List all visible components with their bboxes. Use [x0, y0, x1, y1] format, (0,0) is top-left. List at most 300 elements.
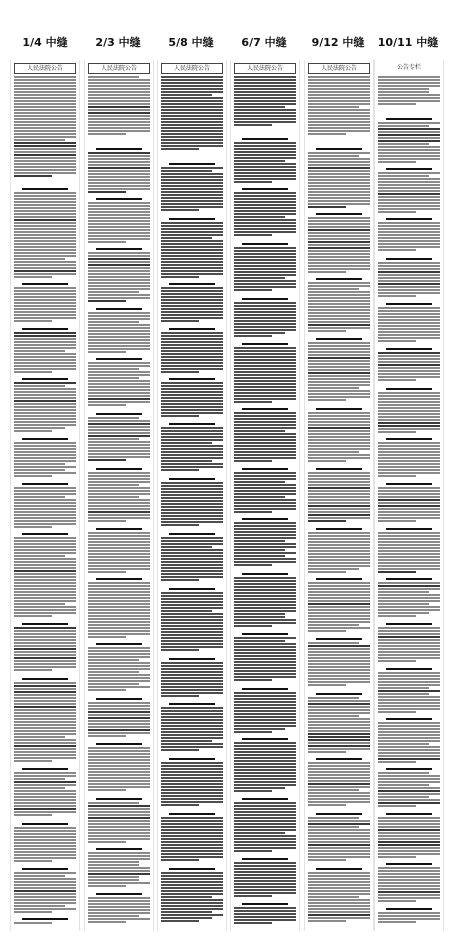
text-line — [308, 801, 370, 803]
text-line — [161, 719, 223, 721]
notice-block — [161, 326, 223, 374]
text-line — [14, 857, 76, 859]
text-line — [234, 850, 272, 852]
text-line — [161, 209, 199, 211]
text-line — [14, 448, 76, 450]
text-line — [378, 277, 440, 279]
text-line — [14, 778, 65, 780]
text-line — [161, 296, 223, 298]
text-line — [14, 902, 76, 904]
notice-block — [14, 821, 76, 864]
text-line — [308, 164, 370, 166]
text-line — [14, 811, 76, 813]
notice-block — [308, 211, 370, 274]
text-line — [234, 814, 296, 816]
text-line — [14, 270, 76, 272]
notice-text-body — [234, 76, 296, 927]
text-line — [161, 385, 223, 387]
notice-title — [169, 163, 215, 165]
text-line — [14, 148, 76, 150]
text-line — [234, 395, 296, 397]
text-line — [378, 422, 440, 424]
notice-block — [378, 76, 440, 114]
notice-block — [234, 516, 296, 569]
text-line — [88, 100, 150, 102]
text-line — [378, 627, 440, 629]
text-line — [234, 832, 285, 834]
text-line — [378, 657, 440, 659]
text-line — [14, 588, 76, 590]
text-line — [161, 231, 223, 233]
text-line — [234, 253, 296, 255]
text-line — [234, 772, 296, 774]
text-line — [14, 540, 76, 542]
text-line — [308, 103, 370, 105]
text-line — [14, 264, 76, 266]
text-line — [234, 907, 296, 909]
text-line — [88, 417, 139, 419]
text-line — [161, 167, 223, 169]
text-line — [161, 765, 223, 767]
text-line — [88, 683, 139, 685]
text-line — [14, 234, 76, 236]
text-line — [161, 920, 199, 922]
text-line — [234, 493, 296, 495]
text-line — [308, 115, 370, 117]
text-line — [234, 222, 296, 224]
text-line — [234, 564, 272, 566]
notice-title — [242, 633, 288, 635]
text-line — [234, 722, 296, 724]
notice-block — [88, 891, 150, 925]
notice-title — [169, 868, 215, 870]
text-line — [308, 697, 359, 699]
text-line — [308, 460, 346, 462]
text-line — [308, 745, 370, 747]
notice-block — [161, 656, 223, 699]
text-line — [308, 91, 370, 93]
text-line — [308, 173, 370, 175]
text-line — [308, 751, 346, 753]
text-line — [308, 768, 370, 770]
notice-title — [96, 248, 142, 250]
text-line — [378, 517, 440, 519]
text-line — [378, 817, 440, 819]
text-line — [378, 395, 440, 397]
text-line — [161, 442, 212, 444]
text-line — [88, 826, 150, 828]
text-line — [234, 329, 296, 331]
text-line — [88, 870, 150, 872]
text-line — [161, 801, 223, 803]
text-line — [378, 832, 440, 834]
text-line — [308, 706, 370, 708]
text-line — [161, 899, 223, 901]
text-line — [378, 222, 440, 224]
text-line — [234, 347, 296, 349]
text-line — [234, 85, 296, 87]
text-line — [308, 624, 359, 626]
text-line — [378, 243, 440, 245]
notice-title — [386, 813, 432, 815]
text-line — [14, 305, 76, 307]
text-line — [161, 564, 223, 566]
text-line — [234, 265, 296, 267]
notice-block — [14, 621, 76, 674]
text-line — [234, 844, 296, 846]
text-line — [378, 588, 440, 590]
text-line — [14, 666, 76, 668]
text-line — [88, 208, 150, 210]
notice-title — [22, 533, 68, 535]
text-line — [234, 305, 296, 307]
text-line — [234, 323, 296, 325]
text-line — [378, 146, 440, 148]
text-line — [161, 197, 223, 199]
text-line — [161, 353, 223, 355]
text-line — [88, 106, 150, 108]
gutter-column-6-7 — [230, 60, 300, 931]
notice-block — [308, 76, 370, 144]
text-line — [378, 413, 440, 415]
text-line — [161, 415, 199, 417]
text-line — [161, 734, 223, 736]
text-line — [378, 158, 440, 160]
text-line — [14, 796, 76, 798]
text-line — [234, 751, 296, 753]
text-line — [234, 216, 285, 218]
text-line — [308, 651, 370, 653]
text-line — [88, 609, 150, 611]
text-line — [378, 547, 440, 549]
text-line — [14, 243, 76, 245]
notice-block — [378, 386, 440, 434]
text-line — [378, 571, 416, 573]
text-line — [14, 784, 76, 786]
text-line — [308, 327, 370, 329]
text-line — [14, 225, 76, 227]
text-line — [234, 502, 296, 504]
text-line — [88, 179, 150, 181]
notice-block — [234, 76, 296, 134]
text-line — [234, 94, 296, 96]
text-line — [234, 445, 296, 447]
text-line — [161, 79, 223, 81]
text-line — [161, 592, 223, 594]
text-line — [14, 427, 65, 429]
text-line — [14, 94, 76, 96]
text-line — [161, 686, 223, 688]
text-line — [378, 358, 440, 360]
text-line — [161, 543, 223, 545]
text-line — [378, 556, 440, 558]
notice-title — [22, 868, 68, 870]
text-line — [234, 695, 296, 697]
notice-block — [378, 526, 440, 574]
text-line — [234, 835, 296, 837]
text-line — [14, 878, 76, 880]
text-line — [308, 291, 370, 293]
text-line — [378, 149, 440, 151]
text-line — [88, 618, 150, 620]
text-line — [14, 362, 76, 364]
text-line — [308, 253, 370, 255]
text-line — [161, 896, 212, 898]
text-line — [234, 314, 296, 316]
text-line — [14, 543, 76, 545]
text-line — [161, 460, 212, 462]
text-line — [88, 404, 126, 406]
notice-block — [378, 861, 440, 904]
text-line — [378, 352, 440, 354]
text-line — [161, 786, 223, 788]
text-line — [308, 442, 370, 444]
text-line — [308, 657, 370, 659]
text-line — [88, 291, 139, 293]
text-line — [88, 133, 126, 135]
text-line — [88, 786, 150, 788]
text-line — [308, 133, 346, 135]
notice-block — [378, 346, 440, 384]
text-line — [308, 330, 346, 332]
notice-block — [378, 116, 440, 164]
text-line — [378, 364, 440, 366]
newspaper-gutter-strips — [0, 60, 450, 936]
text-line — [14, 222, 76, 224]
text-line — [14, 505, 76, 507]
text-line — [14, 276, 52, 278]
text-line — [161, 112, 223, 114]
text-line — [161, 118, 223, 120]
text-line — [161, 549, 223, 551]
text-line — [234, 883, 296, 885]
text-line — [308, 654, 370, 656]
text-line — [378, 370, 440, 372]
notice-title — [316, 408, 362, 410]
text-line — [308, 618, 370, 620]
notice-block — [161, 531, 223, 584]
text-line — [308, 436, 370, 438]
text-line — [378, 340, 416, 342]
text-line — [234, 271, 296, 273]
text-line — [308, 366, 370, 368]
text-line — [234, 586, 296, 588]
text-line — [234, 454, 296, 456]
text-line — [161, 222, 223, 224]
text-line — [161, 872, 223, 874]
text-line — [378, 208, 440, 210]
notice-title — [316, 468, 362, 470]
notice-title — [96, 698, 142, 700]
text-line — [378, 879, 440, 881]
text-line — [378, 672, 440, 674]
notice-title — [316, 578, 362, 580]
text-line — [378, 761, 416, 763]
text-line — [308, 369, 370, 371]
column-heading: 人民法院公告 — [308, 63, 370, 74]
notice-title — [22, 768, 68, 770]
text-line — [161, 403, 223, 405]
text-line — [378, 591, 429, 593]
text-line — [234, 841, 296, 843]
text-line — [88, 481, 150, 483]
notice-title — [22, 483, 68, 485]
text-line — [308, 499, 370, 501]
text-line — [88, 327, 150, 329]
text-line — [88, 508, 150, 510]
text-line — [234, 356, 296, 358]
notice-title — [316, 813, 362, 815]
text-line — [88, 444, 150, 446]
text-line — [14, 775, 76, 777]
text-line — [161, 823, 223, 825]
text-line — [88, 118, 150, 120]
text-line — [88, 94, 150, 96]
text-line — [378, 702, 440, 704]
text-line — [14, 109, 76, 111]
text-line — [308, 621, 370, 623]
text-line — [161, 911, 212, 913]
notice-block — [14, 281, 76, 324]
text-line — [234, 472, 296, 474]
notice-title — [386, 483, 432, 485]
text-line — [88, 689, 126, 691]
text-line — [378, 731, 440, 733]
text-line — [161, 795, 223, 797]
text-line — [14, 451, 76, 453]
text-line — [88, 348, 150, 350]
text-line — [234, 457, 296, 459]
text-line — [88, 897, 150, 899]
text-line — [161, 317, 223, 319]
text-line — [88, 152, 150, 154]
text-line — [14, 424, 76, 426]
text-line — [308, 502, 370, 504]
text-line — [378, 853, 440, 855]
text-line — [88, 432, 150, 434]
text-line — [378, 532, 440, 534]
text-line — [14, 663, 76, 665]
text-line — [234, 742, 296, 744]
text-line — [308, 771, 370, 773]
text-line — [234, 719, 296, 721]
text-line — [88, 276, 150, 278]
text-line — [308, 88, 370, 90]
text-line — [14, 576, 76, 578]
notice-title — [96, 528, 142, 530]
text-line — [14, 745, 76, 747]
text-line — [234, 151, 296, 153]
text-line — [161, 439, 223, 441]
text-line — [234, 820, 296, 822]
text-line — [14, 887, 76, 889]
text-line — [88, 915, 139, 917]
text-line — [234, 496, 285, 498]
text-line — [88, 753, 150, 755]
text-line — [308, 170, 370, 172]
text-line — [378, 633, 440, 635]
text-line — [234, 97, 296, 99]
text-line — [308, 158, 370, 160]
text-line — [14, 549, 76, 551]
text-line — [14, 368, 76, 370]
text-line — [88, 420, 150, 422]
text-line — [234, 166, 296, 168]
text-line — [308, 541, 370, 543]
text-line — [308, 829, 370, 831]
text-line — [308, 375, 370, 377]
text-line — [234, 389, 296, 391]
text-line — [308, 792, 370, 794]
text-line — [234, 731, 272, 733]
text-line — [88, 103, 150, 105]
notice-block — [88, 466, 150, 524]
text-line — [88, 232, 150, 234]
text-line — [308, 568, 359, 570]
text-line — [14, 154, 76, 156]
text-line — [308, 798, 370, 800]
text-line — [234, 868, 296, 870]
text-line — [88, 668, 150, 670]
text-line — [378, 493, 440, 495]
notice-block — [161, 701, 223, 754]
text-line — [161, 234, 223, 236]
notice-text-body — [14, 76, 76, 927]
text-line — [234, 365, 296, 367]
text-line — [88, 514, 150, 516]
text-line — [14, 91, 76, 93]
notice-block — [308, 691, 370, 754]
text-line — [378, 128, 440, 130]
text-line — [88, 490, 150, 492]
text-line — [88, 653, 150, 655]
notice-block — [88, 306, 150, 354]
text-line — [161, 552, 223, 554]
text-line — [234, 549, 285, 551]
text-line — [88, 511, 150, 513]
text-line — [378, 568, 440, 570]
text-line — [234, 289, 272, 291]
text-line — [14, 296, 76, 298]
text-line — [14, 772, 76, 774]
text-line — [308, 182, 370, 184]
text-line — [88, 571, 126, 573]
text-line — [378, 292, 440, 294]
text-line — [88, 333, 150, 335]
text-line — [234, 745, 296, 747]
gutter-column-5-8 — [157, 60, 227, 931]
text-line — [234, 112, 296, 114]
text-line — [88, 330, 150, 332]
text-line — [234, 424, 296, 426]
text-line — [308, 97, 370, 99]
text-line — [88, 273, 150, 275]
text-line — [161, 97, 223, 99]
text-line — [161, 546, 212, 548]
text-line — [378, 642, 440, 644]
text-line — [234, 250, 296, 252]
notice-title — [242, 738, 288, 740]
text-line — [88, 636, 126, 638]
text-line — [14, 751, 76, 753]
notice-block — [378, 906, 440, 925]
text-line — [308, 508, 370, 510]
text-line — [378, 559, 440, 561]
text-line — [234, 595, 296, 597]
text-line — [88, 702, 150, 704]
text-line — [161, 191, 223, 193]
text-line — [14, 415, 76, 417]
